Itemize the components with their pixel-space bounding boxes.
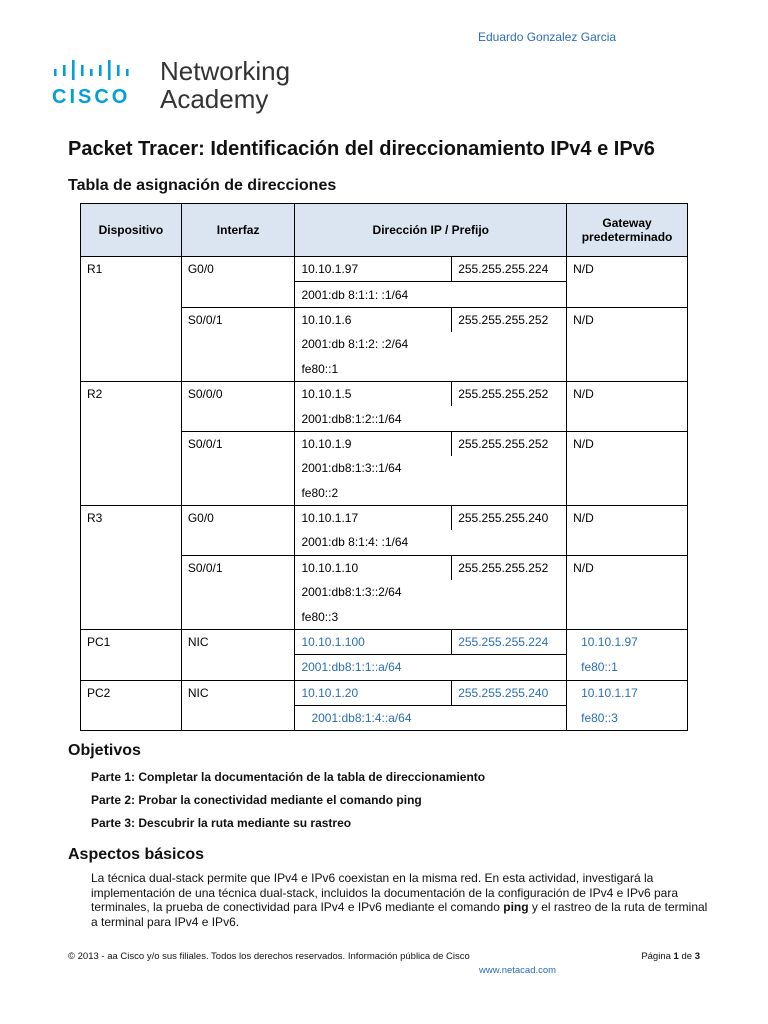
cell-interface: S0/0/1 [181,431,295,456]
cell-interface: NIC [181,680,295,705]
cell-gateway: fe80::3 [567,706,688,731]
author-name: Eduardo Gonzalez Garcia [478,30,617,44]
cisco-networking-academy-logo [52,58,312,118]
cell-mask: 255.255.255.240 [452,505,567,530]
table-row [81,629,688,654]
cell-device [81,706,182,731]
table-row [81,505,688,530]
cell-mask [452,530,567,555]
header-interface: Interfaz [181,204,295,257]
cell-interface [181,481,295,506]
header-device: Dispositivo [81,204,182,257]
cell-interface: NIC [181,629,295,654]
cell-interface: S0/0/1 [181,555,295,580]
background-text-a: La técnica dual-stack permite que IPv4 e IPv6 coexistan en la misma red. En esta actividad, investigará la implementación de una técnica dual-stack, incluidos la documentación de la configuración de IPv4 e IPv6 para terminales, la prueba de conectividad para IPv4 e IPv6 mediante el comando [91,871,679,914]
cell-ip: 2001:db8:1:3::2/64 [295,580,452,604]
cell-gateway: N/D [567,381,688,406]
addressing-table [80,203,688,731]
cell-interface: S0/0/1 [181,307,295,332]
cell-mask: 255.255.255.240 [452,680,567,705]
cell-device [81,282,182,307]
cell-device [81,332,182,356]
cell-device [81,456,182,480]
logo-academy: Academy [160,84,269,114]
table-row [81,406,688,431]
cell-ip: 2001:db 8:1:4: :1/64 [295,530,452,555]
cell-interface: G0/0 [181,257,295,282]
cell-gateway [567,481,688,506]
table-header-row [81,204,688,257]
cell-mask [452,357,567,382]
cell-device: R2 [81,381,182,406]
cell-ip: fe80::2 [295,481,452,506]
cell-interface: G0/0 [181,505,295,530]
logo-networking: Networking [160,56,291,86]
cell-device [81,357,182,382]
table-row [81,580,688,604]
page-prefix: Página [641,951,674,962]
cell-mask [452,456,567,480]
cell-device [81,530,182,555]
cell-gateway [567,580,688,604]
cell-mask [452,481,567,506]
cell-interface [181,706,295,731]
cell-interface [181,282,295,307]
cell-gateway [567,456,688,480]
objective-part-2: Parte 2: Probar la conectividad mediante el comando ping [91,793,422,807]
table-row [81,706,688,731]
table-row [81,332,688,356]
cell-device [81,481,182,506]
cell-mask: 255.255.255.252 [452,431,567,456]
cell-gateway [567,406,688,431]
header-gateway: Gateway predeterminado [567,204,688,257]
cell-ip: 10.10.1.20 [295,680,452,705]
cell-interface [181,406,295,431]
cell-gateway: N/D [567,257,688,282]
cell-ip: 2001:db 8:1:1: :1/64 [295,282,452,307]
table-body [81,257,688,731]
table-row [81,282,688,307]
cell-ip: 10.10.1.6 [295,307,452,332]
cell-ip: 10.10.1.10 [295,555,452,580]
table-row [81,604,688,629]
cell-device: R3 [81,505,182,530]
cell-gateway: fe80::1 [567,655,688,680]
cell-mask [452,282,567,307]
cell-device: PC2 [81,680,182,705]
document-title: Packet Tracer: Identificación del direccionamiento IPv4 e IPv6 [68,138,655,160]
table-row [81,481,688,506]
cell-mask: 255.255.255.252 [452,381,567,406]
cell-interface [181,530,295,555]
cell-ip: fe80::1 [295,357,452,382]
cell-interface: S0/0/0 [181,381,295,406]
page-mid: de [678,951,695,962]
cell-interface [181,655,295,680]
page-total: 3 [694,951,700,962]
cell-ip: fe80::3 [295,604,452,629]
table-row [81,307,688,332]
cell-ip: 10.10.1.100 [295,629,452,654]
background-paragraph [91,871,711,929]
cell-device: R1 [81,257,182,282]
table-row [81,431,688,456]
cell-mask [452,604,567,629]
cell-interface [181,456,295,480]
page-number [641,951,700,962]
cell-interface [181,604,295,629]
cell-ip: 10.10.1.5 [295,381,452,406]
table-row [81,555,688,580]
netacad-link[interactable]: www.netacad.com [479,965,557,976]
header-ip-prefix: Dirección IP / Prefijo [295,204,567,257]
background-text-b: y el rastreo de la ruta de terminal a terminal para IPv4 e IPv6. [91,900,708,929]
cell-gateway [567,604,688,629]
table-row [81,456,688,480]
cell-gateway: 10.10.1.97 [567,629,688,654]
cell-device [81,580,182,604]
cell-device [81,307,182,332]
cell-ip: 10.10.1.17 [295,505,452,530]
cell-mask [452,580,567,604]
cell-gateway: N/D [567,555,688,580]
page-current: 1 [673,951,679,962]
cell-ip: 2001:db8:1:2::1/64 [295,406,452,431]
objectives-heading: Objetivos [68,742,141,759]
table-row [81,357,688,382]
cell-gateway: N/D [567,307,688,332]
cell-interface [181,580,295,604]
background-ping-keyword: ping [503,900,529,914]
cell-gateway [567,357,688,382]
cell-ip: 2001:db8:1:3::1/64 [295,456,452,480]
cell-device [81,655,182,680]
cell-gateway: N/D [567,431,688,456]
table-row [81,680,688,705]
cell-ip: 10.10.1.97 [295,257,452,282]
table-row [81,530,688,555]
cell-gateway: N/D [567,505,688,530]
table-row [81,257,688,282]
background-heading: Aspectos básicos [68,846,205,863]
cell-mask: 255.255.255.224 [452,629,567,654]
objective-part-1: Parte 1: Completar la documentación de la tabla de direccionamiento [91,770,486,784]
cell-mask: 255.255.255.252 [452,555,567,580]
cell-device: PC1 [81,629,182,654]
cell-interface [181,357,295,382]
cell-ip: 10.10.1.9 [295,431,452,456]
cell-gateway [567,530,688,555]
cell-device [81,555,182,580]
cell-interface [181,332,295,356]
cell-gateway: 10.10.1.17 [567,680,688,705]
cell-device [81,406,182,431]
cell-mask [452,332,567,356]
table-heading: Tabla de asignación de direcciones [68,177,337,194]
cell-ipv6: 2001:db8:1:4::a/64 [295,706,567,731]
cell-mask [452,406,567,431]
cell-device [81,604,182,629]
cell-ipv6: 2001:db8:1:1::a/64 [295,655,567,680]
footer-copyright: © 2013 - aa Cisco y/o sus filiales. Todos los derechos reservados. Información pública de Cisco [68,951,470,962]
cisco-wordmark: CISCO [52,86,131,108]
objective-part-3: Parte 3: Descubrir la ruta mediante su rastreo [91,816,352,830]
cell-mask: 255.255.255.252 [452,307,567,332]
table-row [81,381,688,406]
cell-device [81,431,182,456]
cell-ip: 2001:db 8:1:2: :2/64 [295,332,452,356]
cell-mask: 255.255.255.224 [452,257,567,282]
cell-gateway [567,282,688,307]
table-row [81,655,688,680]
cisco-bars-icon [52,58,152,80]
cell-gateway [567,332,688,356]
